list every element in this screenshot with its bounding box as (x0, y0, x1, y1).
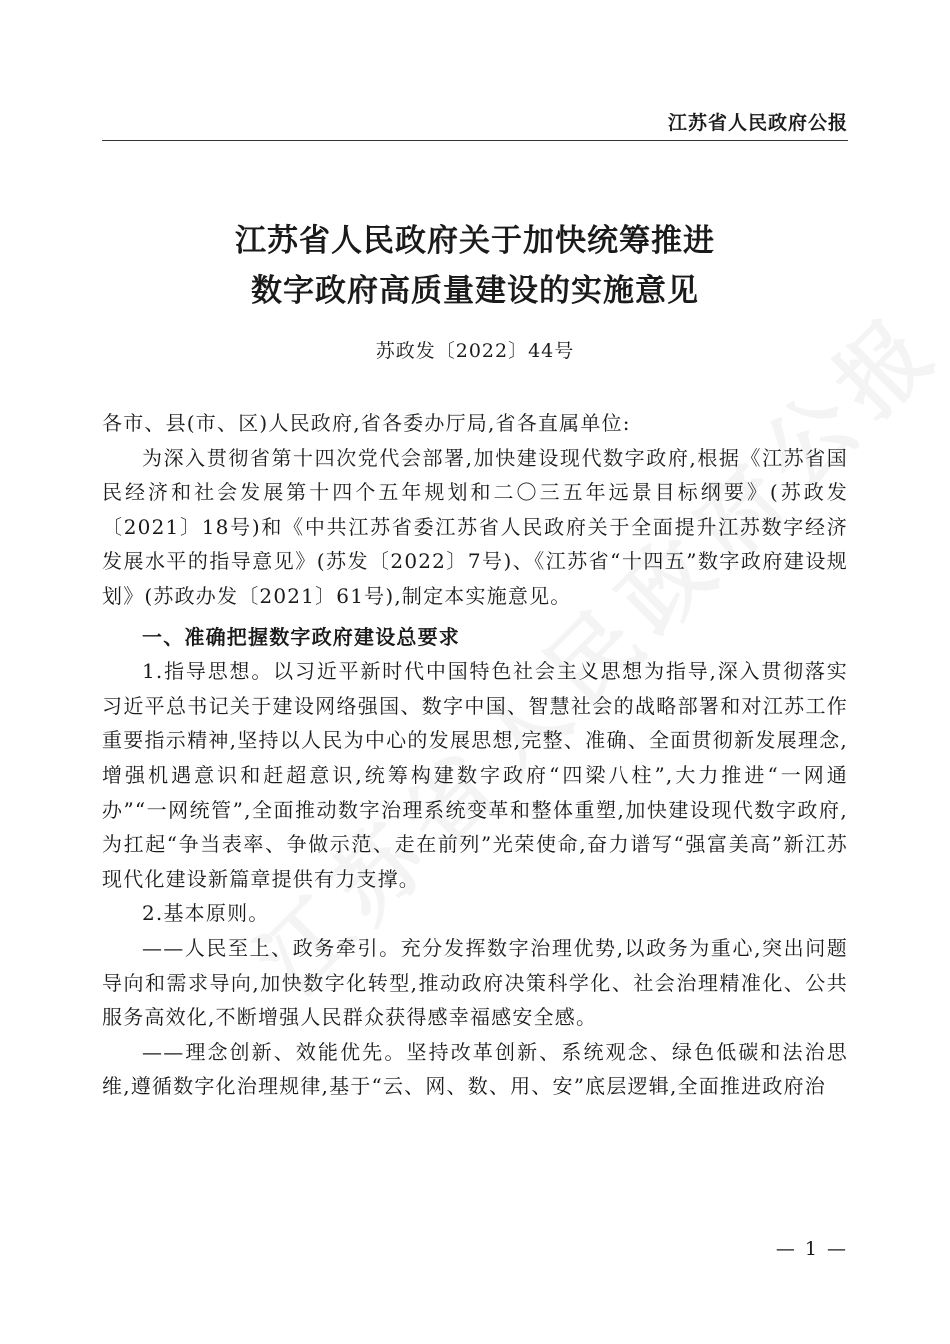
title-line-2: 数字政府高质量建设的实施意见 (251, 273, 699, 309)
publication-title: 江苏省人民政府公报 (667, 112, 848, 134)
section-heading: 一、准确把握数字政府建设总要求 (142, 624, 460, 649)
innovation-paragraph: ——理念创新、效能优先。坚持改革创新、系统观念、绿色低碳和法治思维,遵循数字化治理规律,基于“云、网、数、用、安”底层逻辑,全面推进政府治 (102, 1039, 848, 1099)
people-first-paragraph: ——人民至上、政务牵引。充分发挥数字治理优势,以政务为重心,突出问题导向和需求导向,加快数字化转型,推动政府决策科学化、社会治理精准化、公共服务高效化,不断增强人民群众获得感幸福感安全感。 (102, 935, 848, 1030)
title-line-1: 江苏省人民政府关于加快统筹推进 (235, 223, 715, 259)
guiding-thought-paragraph: 1.指导思想。以习近平新时代中国特色社会主义思想为指导,深入贯彻落实习近平总书记关于建设网络强国、数字中国、智慧社会的战略部署和对江苏工作重要指示精神,坚持以人民为中心的发展思想,完整、准确、全面贯彻新发展理念,增强机遇意识和赶超意识,统筹构建数字政府“四梁八柱”,大力推进“一网通办”“一网统管”,全面推动数字治理系统变革和整体重塑,加快建设现代数字政府,为扛起“争当表率、争做示范、走在前列”光荣使命,奋力谱写“强富美高”新江苏现代化建设新篇章提供有力支撑。 (102, 659, 848, 891)
page-header (102, 0, 848, 141)
document-title (102, 216, 848, 316)
document-body (102, 406, 848, 1104)
document-number: 苏政发〔2022〕44号 (375, 340, 575, 362)
basic-principles-paragraph: 2.基本原则。 (142, 901, 270, 926)
page-number: — 1 — (775, 1238, 848, 1260)
salutation: 各市、县(市、区)人民政府,省各委办厅局,省各直属单位: (102, 411, 631, 435)
intro-paragraph: 为深入贯彻省第十四次党代会部署,加快建设现代数字政府,根据《江苏省国民经济和社会发展第十四个五年规划和二〇三五年远景目标纲要》(苏政发〔2021〕18号)和《中共江苏省委江苏省人民政府关于全面提升江苏数字经济发展水平的指导意见》(苏发〔2022〕7号)、《江苏省“十四五”数字政府建设规划》(苏政办发〔2021〕61号),制定本实施意见。 (102, 445, 848, 608)
